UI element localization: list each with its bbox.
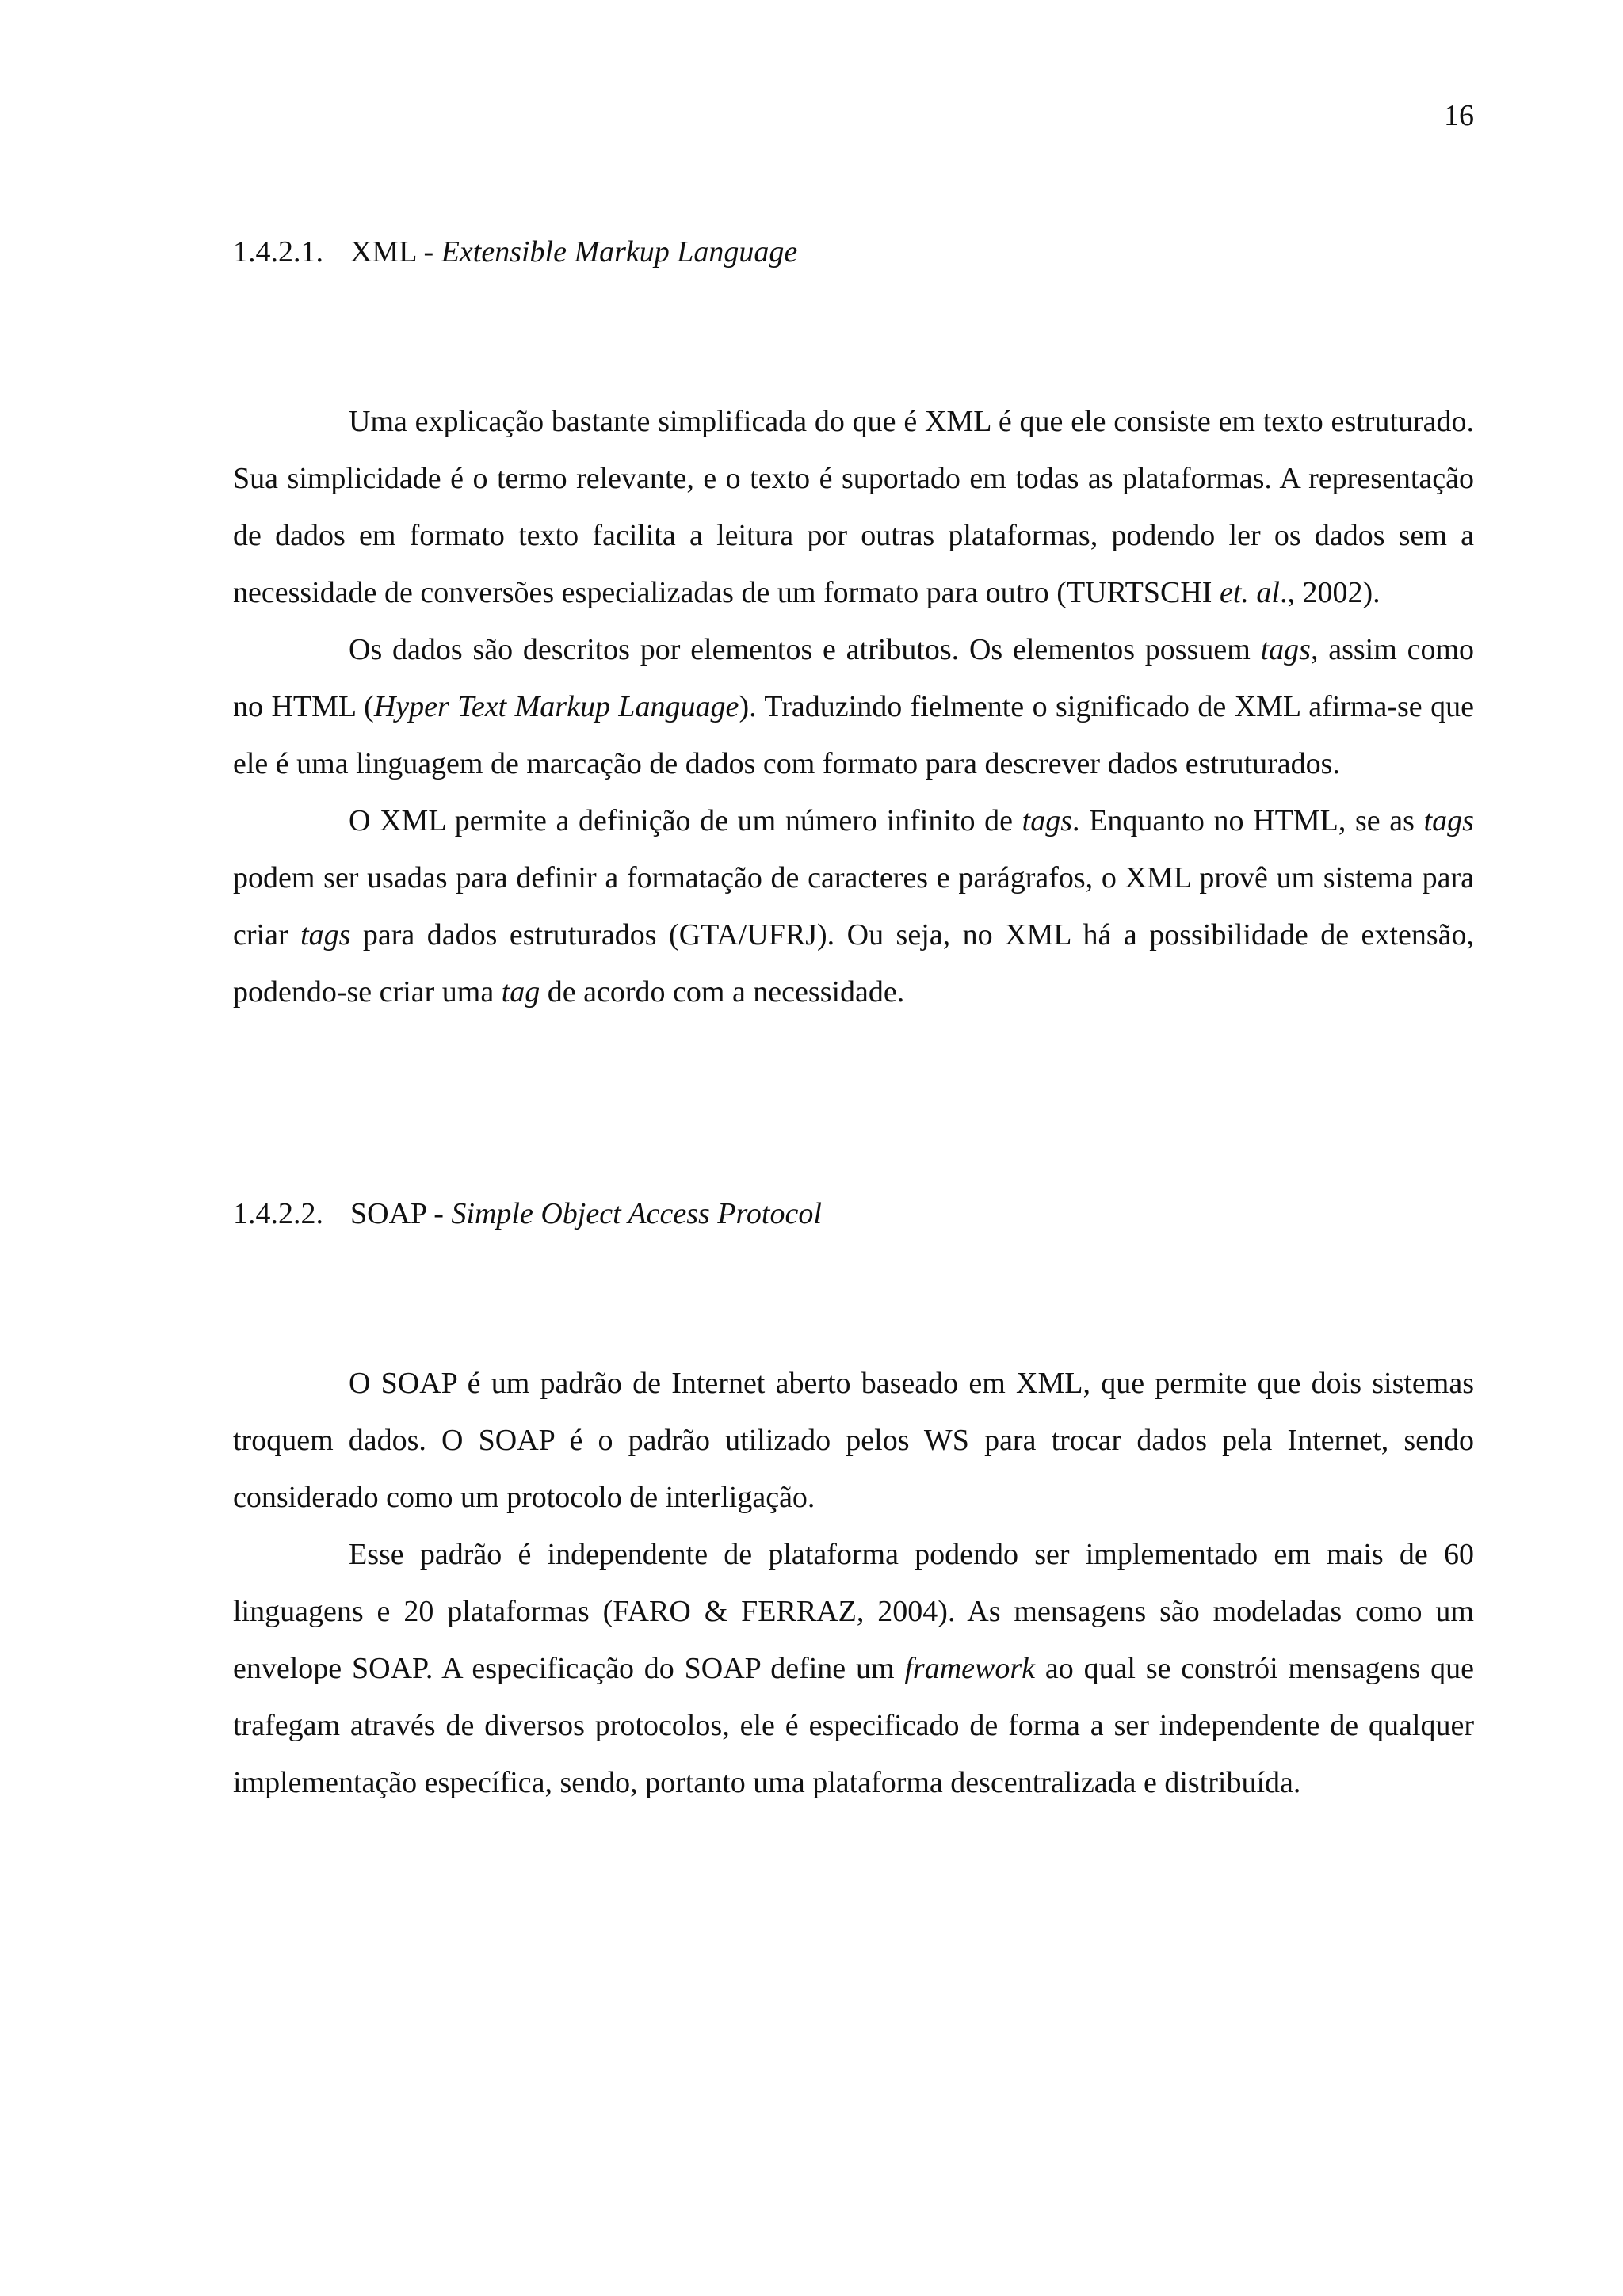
paragraph: O SOAP é um padrão de Internet aberto baseado em XML, que permite que dois sistemas troquem dados. O SOAP é o padrão utilizado pelos WS para trocar dados pela Internet, sendo considerado como um protocolo de interligação. xyxy=(233,1367,1474,1514)
paragraph: Os dados são descritos por elementos e atributos. Os elementos possuem tags, assim como no HTML (Hyper Text Markup Language). Traduzindo fielmente o significado de XML afirma-se que ele é uma linguagem de marcação de dados com formato para descrever dados estruturados. xyxy=(233,633,1475,780)
section-number: 1.4.2.2. xyxy=(233,1197,323,1230)
section-title: SOAP - Simple Object Access Protocol xyxy=(350,1197,822,1230)
section-body-xml xyxy=(233,393,1474,1020)
paragraph: O XML permite a definição de um número infinito de tags. Enquanto no HTML, se as tags podem ser usadas para definir a formatação de caracteres e parágrafos, o XML provê um sistema para criar tags para dados estruturados (GTA/UFRJ). Ou seja, no XML há a possibilidade de extensão, podendo-se criar uma tag de acordo com a necessidade. xyxy=(233,804,1474,1009)
section-body-soap xyxy=(233,1355,1474,1811)
section-heading-soap xyxy=(233,1195,822,1233)
paragraph: Uma explicação bastante simplificada do que é XML é que ele consiste em texto estruturado. Sua simplicidade é o termo relevante, e o texto é suportado em todas as plataformas. A representação de dados em formato texto facilita a leitura por outras plataformas, podendo ler os dados sem a necessidade de conversões especializadas de um formato para outro (TURTSCHI et. al., 2002). xyxy=(233,405,1474,609)
section-number: 1.4.2.1. xyxy=(233,235,323,269)
paragraph: Esse padrão é independente de plataforma podendo ser implementado em mais de 60 linguagens e 20 plataformas (FARO & FERRAZ, 2004). As mensagens são modeladas como um envelope SOAP. A especificação do SOAP define um framework ao qual se constrói mensagens que trafegam através de diversos protocolos, ele é especificado de forma a ser independente de qualquer implementação específica, sendo, portanto uma plataforma descentralizada e distribuída. xyxy=(233,1538,1474,1799)
section-title: XML - Extensible Markup Language xyxy=(350,235,798,269)
page-number: 16 xyxy=(1444,99,1474,132)
section-heading-xml xyxy=(233,233,797,271)
